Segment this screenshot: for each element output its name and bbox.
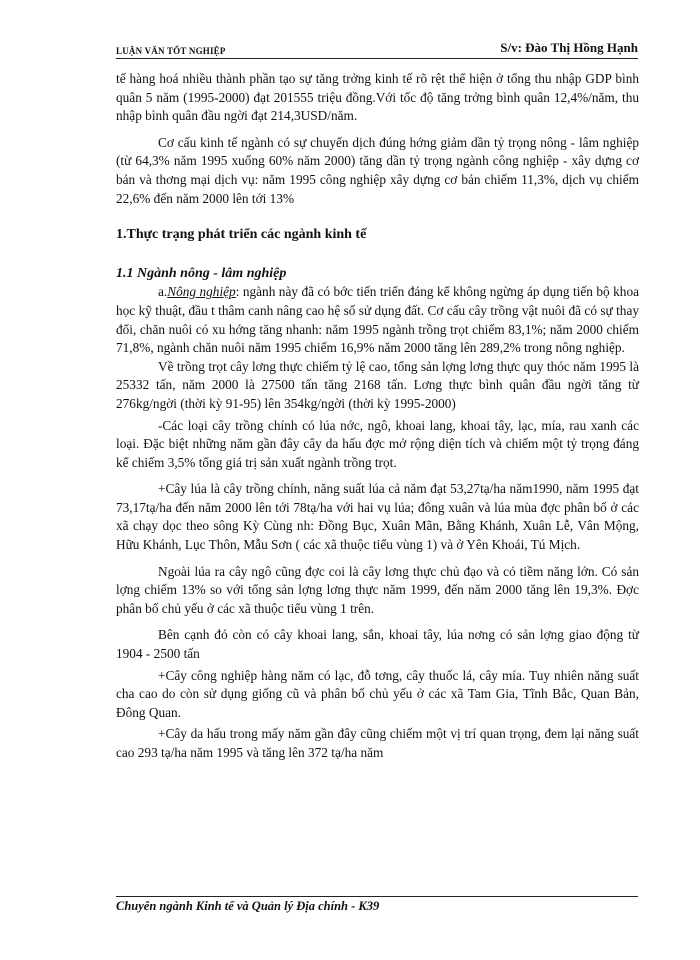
agriculture-text: : ngành này đã có bớc tiến triển đáng kể không ngừng áp dụng tiến bộ khoa học kỹ thuật, đầu t thâm canh nâng cao hệ số sử dụng đất. Cơ cấu cây trồng vật nuôi đã có sự thay đổi, chăn nuôi có xu hớng tăng nhanh: năm 1995 ngành trồng trọt chiếm 83,1%; năm 2000 chiếm 71,8%, ngành chăn nuôi năm 1995 chiếm 16,9% năm 2000 tăng lên 289,2% trong nông nghiệp. — [116, 284, 639, 356]
paragraph-corn: Ngoài lúa ra cây ngô cũng đợc coi là cây lơng thực chủ đạo và có tiềm năng lớn. Có sản lợng chiếm 13% so với tổng sản lợng lơng thực năm 1999, đến năm 2000 tăng lên 19,3%. Đợc phân bố chủ yếu ở các xã thuộc tiểu vùng 1 trên. — [116, 563, 639, 616]
header-author: S/v: Đào Thị Hồng Hạnh — [500, 40, 638, 55]
page-header — [116, 40, 638, 59]
paragraph-gdp: tế hàng hoá nhiều thành phần tạo sự tăng trởng kinh tế rõ rệt thể hiện ở tổng thu nhập GDP bình quân 5 năm (1995-2000) đạt 201555 triệu đồng.Với tốc độ tăng trởng bình quân 12,4%/năm, thu nhập bình quân đầu ngời đạt 214,3USD/năm. — [116, 71, 639, 124]
paragraph-economic-structure: Cơ cấu kinh tế ngành có sự chuyển dịch đúng hớng giảm dần tỷ trọng nông - lâm nghiệp (từ 64,3% năm 1995 xuống 60% năm 2000) tăng dần tỷ trọng ngành công nghiệp - xây dựng cơ bản và thơng mại dịch vụ: năm 1995 công nghiệp xây dựng cơ bản chiếm 11,3%, dịch vụ chiếm 22,6% đến năm 2000 lên tới 13% — [116, 134, 639, 206]
section-heading: 1.Thực trạng phát triển các ngành kinh tế — [116, 227, 367, 243]
paragraph-rice: +Cây lúa là cây trồng chính, năng suất lúa cả năm đạt 53,27tạ/ha năm1990, năm 1995 đạt 73,17tạ/ha đến năm 2000 lên tới 78tạ/ha với hai vụ lúa; đông xuân và lúa mùa đợc phân bố ở các xã chạy dọc theo sông Kỳ Cùng nh: Đồng Bục, Xuân Mãn, Bằng Khánh, Xuân Lễ, Vân Mộng, Hữu Khánh, Lục Thôn, Mẫu Sơn ( các xã thuộc tiểu vùng 1) và ở Yên Khoái, Tú Mịch. — [116, 481, 639, 553]
page-content — [116, 70, 639, 763]
paragraph-industrial-crops: +Cây công nghiệp hàng năm có lạc, đỗ tơng, cây thuốc lá, cây mía. Tuy nhiên năng suất cha cao do còn sử dụng giống cũ và phân bố chủ yếu ở các xã Tam Gia, Tĩnh Bắc, Quan Bản, Đông Quan. — [116, 667, 639, 720]
paragraph-watermelon: +Cây da hấu trong mấy năm gần đây cũng chiếm một vị trí quan trọng, đem lại năng suất cao 293 tạ/ha năm 1995 và tăng lên 372 tạ/ha năm — [116, 726, 639, 760]
page-footer: Chuyên ngành Kinh tế và Quản lý Địa chính - K39 — [116, 896, 638, 914]
agriculture-prefix: a. — [158, 284, 168, 300]
agriculture-term: Nông nghiệp — [167, 284, 236, 300]
paragraph-other-crops: Bên cạnh đó còn có cây khoai lang, sắn, khoai tây, lúa nơng có sản lợng giao động từ 1904 - 2500 tấn — [116, 627, 639, 662]
paragraph-crop-food: Về trồng trọt cây lơng thực chiếm tỷ lệ cao, tổng sản lợng lơng thực quy thóc năm 1995 là 25332 tấn, năm 2000 là 27500 tấn tăng 2168 tấn. Lơng thực bình quân đầu ngời tăng từ 276kg/ngời (thời kỳ 91-95) lên 354kg/ngời (thời kỳ 1995-2000) — [116, 358, 639, 411]
subsection-heading: 1.1 Ngành nông - lâm nghiệp — [116, 265, 287, 281]
paragraph-main-crops: -Các loại cây trồng chính có lúa nớc, ngô, khoai lang, khoai tây, lạc, mía, rau xanh các loại. Đặc biệt những năm gần đây cây da hấu đợc mở rộng diện tích và chiếm một tỷ trọng đáng kể chiếm 3,5% tổng giá trị sản xuất ngành trồng trọt. — [116, 417, 639, 470]
paragraph-agriculture — [116, 283, 639, 357]
header-thesis-title: LUẬN VĂN TỐT NGHIỆP — [116, 46, 226, 56]
